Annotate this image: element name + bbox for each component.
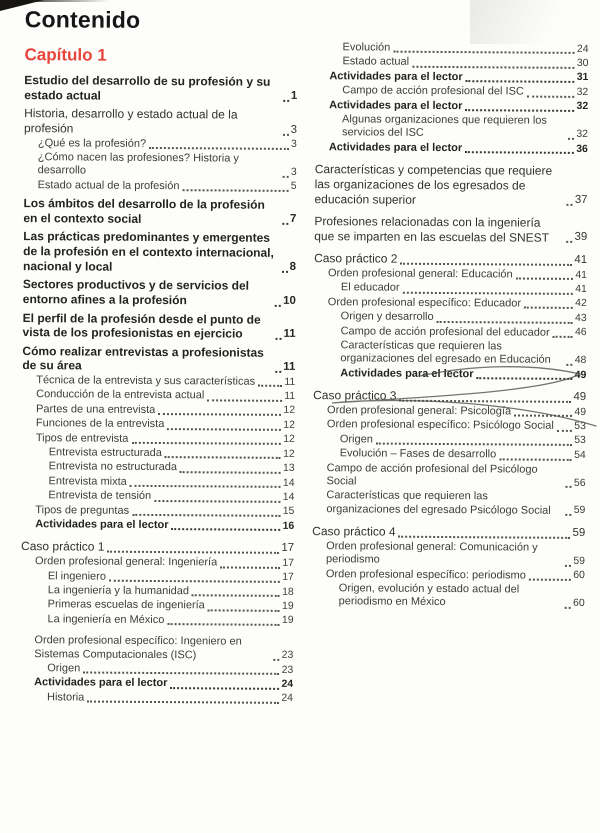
page-number: 16	[282, 520, 295, 532]
toc-entry	[314, 296, 587, 311]
dot-leader	[154, 500, 281, 503]
toc-entry	[21, 570, 294, 585]
toc-entry-text: Orden profesional específico: Ingeniero en Sistemas Computacionales (ISC)	[34, 634, 242, 661]
dot-leader	[109, 580, 280, 583]
dot-leader	[131, 442, 281, 445]
page-number: 60	[573, 597, 585, 610]
page-number: 17	[282, 572, 294, 584]
toc-entry	[313, 433, 586, 448]
toc-entry	[313, 339, 586, 368]
page-number: 41	[575, 283, 587, 296]
dot-leader	[465, 109, 574, 112]
page-number: 39	[574, 231, 588, 244]
page-number: 10	[283, 294, 296, 307]
page-number: 3	[291, 139, 297, 151]
toc-entry-text: Funciones de la entrevista	[35, 417, 165, 431]
toc-entry	[21, 540, 294, 557]
toc-entry-text: Orden profesional general: Educación	[327, 267, 513, 281]
dot-leader	[568, 138, 574, 140]
toc-entry	[22, 388, 295, 403]
toc-entry	[313, 418, 586, 433]
toc-entry-text: Entrevista de tensión	[48, 489, 152, 503]
page-number: 36	[576, 143, 588, 155]
toc-entry-text: ¿Cómo nacen las profesiones? Historia y desarrollo	[37, 151, 239, 177]
dot-leader	[87, 701, 279, 704]
toc-entry-text: Orden profesional específico: Educador	[327, 296, 522, 310]
toc-entry-text: Historia	[46, 690, 85, 704]
page-number: 24	[281, 678, 294, 690]
toc-entry-text: Historia, desarrollo y estado actual de la profesión	[23, 106, 238, 136]
page-number: 32	[576, 86, 589, 98]
toc-entry-text: Actividades para el lector	[35, 518, 169, 532]
toc-entry	[22, 417, 295, 432]
page-number: 1	[290, 90, 298, 103]
dot-leader	[412, 66, 575, 69]
dot-leader	[400, 263, 572, 266]
toc-entry	[21, 613, 294, 628]
toc-entry	[20, 691, 293, 706]
dot-leader	[567, 241, 573, 243]
toc-entry	[23, 277, 296, 308]
dot-leader	[499, 458, 572, 461]
toc-entry	[21, 555, 294, 570]
toc-entry-text: Conducción de la entrevista actual	[36, 388, 205, 402]
toc-entry-text: Origen, evolución y estado actual del periodismo en México	[338, 582, 520, 609]
page-number: 49	[574, 369, 587, 381]
dot-leader	[477, 377, 573, 380]
toc-entry-text: Tipos de entrevista	[35, 431, 129, 445]
toc-entry-text: La ingeniería y la humanidad	[47, 584, 190, 598]
toc-entry	[315, 99, 588, 114]
toc-entry	[312, 582, 585, 611]
dot-leader	[158, 413, 281, 416]
page-number: 5	[290, 181, 297, 193]
dot-leader	[376, 443, 572, 446]
toc-entry-text: Caso práctico 1	[21, 539, 105, 555]
toc-entry	[314, 162, 587, 208]
dot-leader	[167, 623, 280, 626]
page-number: 23	[281, 650, 294, 662]
dot-leader	[514, 415, 572, 417]
dot-leader	[207, 399, 282, 402]
page-number: 13	[282, 462, 295, 475]
toc-entry	[314, 325, 587, 340]
toc-entry-text: Profesiones relacionadas con la ingeniería que se imparten en las escuelas del SNEST	[314, 214, 550, 245]
page-number: 41	[574, 254, 588, 267]
dot-leader	[524, 307, 573, 309]
toc-entry-text: Actividades para el lector	[329, 98, 463, 112]
dot-leader	[275, 371, 281, 373]
toc-entry	[314, 267, 587, 282]
toc-entry-text: Características y competencias que requiere las organizaciones de los egresados de educación superior	[314, 162, 553, 207]
dot-leader	[132, 514, 281, 517]
page-number: 11	[284, 390, 296, 403]
toc-entry-text: Estudio del desarrollo de su profesión y su estado actual	[24, 73, 271, 103]
toc-entry-text: Características que requieren las organizaciones del egresado en Educación	[340, 339, 551, 367]
toc-entry-text: Tipos de preguntas	[35, 503, 130, 517]
dot-leader	[275, 304, 281, 306]
page-number: 49	[574, 406, 587, 418]
toc-entry	[312, 524, 585, 541]
dot-leader	[182, 189, 288, 192]
toc-entry	[24, 151, 297, 180]
toc-entry	[24, 73, 297, 104]
toc-column-right	[311, 40, 589, 708]
page-number: 59	[573, 505, 586, 517]
toc-entry-text: El educador	[340, 281, 400, 295]
page-number: 11	[284, 376, 296, 388]
toc-entry-text: Evolución – Fases de desarrollo	[339, 447, 497, 461]
page-number: 11	[283, 360, 296, 374]
toc-entry-text: Estado actual de la profesión	[37, 178, 180, 192]
page-number: 53	[574, 435, 586, 447]
toc-entry-text: Actividades para el lector	[329, 70, 463, 83]
toc-entry-text: El ingeniero	[47, 569, 107, 583]
toc-entry-text: Características que requieren las organizaciones del egresado Psicólogo Social	[326, 489, 551, 517]
dot-leader	[437, 321, 573, 324]
toc-entry-text: Orden profesional general: Psicología	[326, 404, 512, 418]
page-number: 14	[282, 477, 295, 489]
toc-entry	[20, 634, 293, 663]
toc-entry	[313, 388, 586, 405]
dot-leader	[283, 133, 289, 135]
toc-entry	[314, 310, 587, 325]
page-number: 19	[282, 600, 294, 612]
toc-entry	[22, 344, 295, 375]
toc-entry-text: Técnica de la entrevista y sus características	[36, 374, 256, 388]
toc-entry	[315, 141, 588, 156]
page-number: 11	[283, 327, 296, 340]
page-number: 37	[574, 194, 588, 207]
dot-leader	[220, 566, 280, 568]
toc-entry	[24, 137, 297, 152]
page-number: 30	[576, 57, 589, 70]
toc-entry-text: Caso práctico 4	[312, 524, 396, 539]
toc-entry-text: Caso práctico 3	[313, 388, 397, 403]
dot-leader	[565, 564, 571, 566]
toc-entry	[20, 676, 293, 691]
dot-leader	[107, 551, 279, 554]
toc-entry-text: Evolución	[342, 41, 391, 54]
toc-entry	[312, 462, 585, 491]
dot-leader	[282, 223, 288, 225]
toc-entry	[24, 179, 297, 194]
dot-leader	[393, 51, 575, 54]
toc-entry-text: Origen y desarrollo	[340, 310, 434, 324]
page-number: 14	[282, 491, 295, 503]
toc-entry	[22, 446, 295, 461]
page-number: 12	[283, 448, 295, 460]
page-number: 46	[574, 327, 587, 339]
toc-entry-text: Las prácticas predominantes y emergentes de la profesión en el contexto internacional, nacional y local	[22, 229, 274, 274]
toc-entry	[312, 489, 585, 518]
dot-leader	[465, 151, 574, 154]
page-number: 41	[575, 269, 588, 281]
page-number: 53	[574, 420, 586, 432]
dot-leader	[283, 176, 289, 178]
page-number: 18	[282, 586, 294, 598]
dot-leader	[192, 595, 280, 598]
toc-entry	[312, 568, 585, 583]
page-number: 59	[573, 555, 586, 567]
dot-leader	[167, 428, 281, 431]
page-number: 3	[290, 166, 297, 178]
toc-entry-text: Sectores productivos y de servicios del entorno afines a la profesión	[22, 277, 250, 308]
dot-leader	[567, 204, 573, 206]
page-number: 32	[576, 129, 589, 141]
toc-entry-text: Origen	[47, 662, 81, 675]
page-number: 8	[289, 261, 297, 274]
dot-leader	[275, 338, 281, 340]
toc-entry-text: Actividades para el lector	[34, 676, 168, 690]
toc-entry-text: Orden profesional específico: periodismo	[325, 567, 526, 582]
toc-entry	[21, 475, 294, 490]
toc-entry	[21, 489, 294, 504]
page-number: 60	[573, 570, 585, 582]
page-number: 31	[576, 72, 589, 84]
toc-entry-text: Cómo realizar entrevistas a profesionistas de su área	[22, 343, 264, 373]
dot-leader	[130, 485, 281, 488]
toc-entry	[24, 106, 297, 137]
toc-entry	[22, 403, 295, 418]
toc-entry-text: Origen	[339, 432, 373, 446]
toc-entry-text: Campo de acción profesional del Psicólogo Social	[326, 461, 538, 488]
page-number: 32	[576, 101, 589, 113]
dot-leader	[566, 486, 572, 488]
toc-column-left	[20, 38, 298, 706]
toc-entry-text: Campo de acción profesional del ISC	[342, 84, 524, 98]
toc-columns	[20, 38, 591, 708]
page-number: 19	[281, 615, 294, 627]
dot-leader	[399, 400, 571, 403]
toc-entry-text: El perfil de la profesión desde el punto de vista de los profesionistas en ejercicio	[22, 310, 261, 341]
toc-entry	[22, 460, 295, 475]
toc-entry-text: Estado actual	[342, 55, 410, 69]
dot-leader	[208, 609, 280, 612]
toc-entry-text: Campo de acción profesional del educador	[340, 324, 550, 339]
dot-leader	[516, 278, 574, 280]
toc-entries-left	[20, 73, 297, 706]
page-number: 17	[282, 557, 295, 569]
toc-entries-right	[312, 41, 589, 611]
page-number: 17	[281, 542, 295, 555]
dot-leader	[282, 271, 288, 273]
page-number: 42	[575, 298, 587, 310]
page-number: 3	[290, 123, 298, 136]
toc-entry	[23, 229, 296, 275]
toc-entry	[314, 251, 587, 268]
dot-leader	[165, 456, 281, 459]
toc-entry-text: Entrevista estructurada	[48, 446, 162, 460]
chapter-heading: Capítulo 1	[24, 45, 107, 65]
page-number: 24	[576, 43, 589, 55]
toc-entry	[23, 311, 296, 342]
toc-entry-text: Algunas organizaciones que requieren los servicios del ISC	[341, 113, 547, 140]
toc-entry	[314, 282, 587, 297]
page-number: 48	[574, 355, 587, 367]
toc-entry-text: Los ámbitos del desarrollo de la profesión en el contexto social	[23, 196, 265, 226]
toc-entry	[315, 56, 588, 71]
page-number: 24	[281, 693, 294, 705]
scan-edge-streak	[30, 0, 110, 2]
page-number: 59	[572, 526, 586, 539]
toc-entry-text: Entrevista no estructurada	[48, 460, 178, 474]
page-number: 54	[574, 449, 586, 461]
dot-leader	[283, 100, 289, 102]
dot-leader	[557, 429, 573, 431]
toc-entry	[20, 662, 293, 677]
dot-leader	[529, 579, 571, 581]
toc-entry	[313, 447, 586, 462]
toc-entry-text: Orden profesional específico: Psicólogo Social	[326, 418, 554, 433]
toc-entry	[316, 41, 589, 56]
page-title: Contenido	[24, 6, 141, 33]
dot-leader	[149, 147, 289, 150]
toc-entry-text: Actividades para el lector	[340, 367, 474, 381]
toc-entry	[313, 367, 586, 382]
toc-entry-text: Orden profesional general: Comunicación y periodismo	[325, 539, 538, 566]
toc-entry-text: La ingeniería en México	[47, 612, 165, 626]
dot-leader	[403, 292, 574, 295]
dot-leader	[466, 80, 575, 83]
dot-leader	[399, 535, 571, 538]
toc-entry-text: Entrevista mixta	[48, 475, 127, 488]
dot-leader	[566, 514, 572, 516]
toc-entry-text: Primeras escuelas de ingeniería	[47, 598, 205, 612]
toc-entry	[21, 504, 294, 519]
page-number: 7	[289, 213, 297, 226]
dot-leader	[258, 385, 282, 387]
dot-leader	[180, 471, 281, 474]
page-number: 23	[281, 664, 294, 676]
toc-entry	[22, 432, 295, 447]
toc-entry	[315, 84, 588, 99]
toc-entry-text: Orden profesional general: Ingeniería	[34, 555, 218, 569]
toc-entry	[315, 113, 588, 142]
toc-entry	[312, 540, 585, 569]
toc-entry-text: ¿Qué es la profesión?	[37, 136, 147, 150]
dot-leader	[274, 659, 280, 661]
page-number: 56	[573, 477, 586, 489]
toc-entry	[315, 70, 588, 85]
toc-entry	[21, 584, 294, 599]
dot-leader	[527, 95, 575, 97]
page-number: 12	[283, 419, 295, 431]
page-number: 49	[573, 390, 587, 403]
dot-leader	[83, 672, 279, 675]
toc-entry	[314, 214, 587, 245]
page-number: 43	[575, 312, 587, 324]
toc-entry-text: Caso práctico 2	[314, 251, 398, 267]
dot-leader	[565, 607, 571, 609]
toc-entry	[21, 518, 294, 533]
toc-entry-text: Actividades para el lector	[328, 141, 463, 154]
toc-entry	[313, 404, 586, 419]
toc-entry	[23, 196, 296, 227]
page-number: 12	[283, 434, 295, 446]
dot-leader	[170, 687, 279, 690]
page-number: 15	[282, 506, 295, 518]
toc-entry-text: Partes de una entrevista	[35, 402, 156, 416]
toc-entry	[21, 598, 294, 613]
page-number: 12	[283, 405, 296, 417]
dot-leader	[553, 336, 573, 338]
dot-leader	[171, 529, 280, 532]
dot-leader	[567, 364, 573, 366]
toc-entry	[22, 374, 295, 389]
